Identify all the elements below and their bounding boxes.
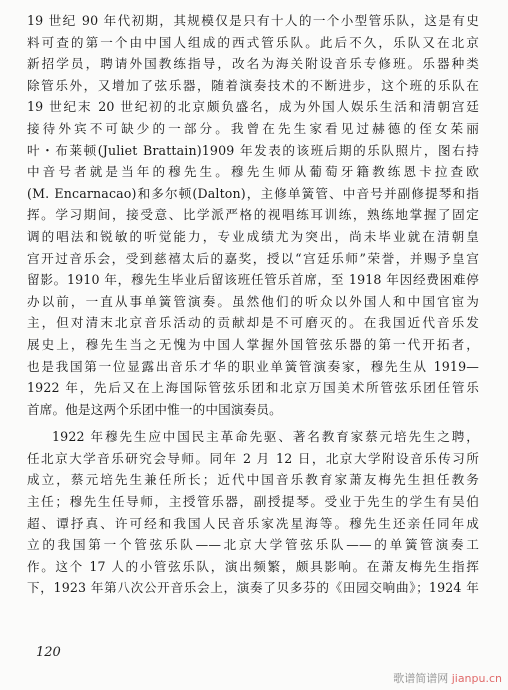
paragraph-1 bbox=[27, 10, 479, 420]
text-line: 作。这个 17 人的小管弦乐队，演出频繁，颇具影响。在萧友梅先生指挥 bbox=[27, 558, 479, 574]
text-line: 超、谭抒真、许可经和我国人民音乐家冼星海等。穆先生还亲任同年成 bbox=[27, 515, 479, 531]
paragraph-2 bbox=[27, 426, 479, 599]
text-line: 任北京大学音乐研究会导师。同年 2 月 12 日，北京大学附设音乐传习所 bbox=[27, 450, 479, 466]
text-line: 19 世纪 90 年代初期，其规模仅是只有十人的一个小型管乐队，这是有史 bbox=[27, 13, 479, 28]
site-watermark bbox=[393, 670, 502, 686]
text-line: 新招学员，聘请外国教练指导，改名为海关附设音乐专修班。乐器种类 bbox=[27, 56, 479, 72]
text-line: (M. Encarnacao)和多尔顿(Dalton)，主修单簧管、中音号并副修提琴和指 bbox=[27, 185, 479, 201]
text-line: 主任；穆先生任导师，主授管乐器，副授提琴。受业于先生的学生有吴伯 bbox=[27, 494, 479, 510]
watermark-url: jianpu.cn bbox=[451, 672, 502, 685]
text-line: 办以前，一直从事单簧管演奏。虽然他们的听众以外国人和中国官宦为 bbox=[27, 293, 479, 309]
page-number: 120 bbox=[36, 645, 61, 660]
text-line: 也是我国第一位显露出音乐才华的职业单簧管演奏家，穆先生从 1919— bbox=[27, 358, 479, 374]
text-line: 展史上，穆先生当之无愧为中国人掌握外国管弦乐器的第一代开拓者， bbox=[27, 336, 479, 352]
text-line: 留影。1910 年，穆先生毕业后留该班任管乐首席，至 1918 年因经费困难停 bbox=[27, 272, 479, 288]
text-line: 除管乐外，又增加了弦乐器，随着演奏技术的不断进步，这个班的乐队在 bbox=[27, 77, 479, 93]
text-line: 接待外宾不可缺少的一部分。我曾在先生家看见过赫德的侄女茱丽 bbox=[27, 120, 479, 136]
text-line: 下，1923 年第八次公开音乐会上，演奏了贝多芬的《田园交响曲》；1924 年 bbox=[27, 580, 479, 596]
text-line: 1922 年，先后又在上海国际管弦乐团和北京万国美术所管弦乐团任管乐 bbox=[27, 380, 479, 396]
text-line: 1922 年穆先生应中国民主革命先驱、著名教育家蔡元培先生之聘， bbox=[52, 429, 479, 445]
text-line: 立的我国第一个管弦乐队——北京大学管弦乐队——的单簧管演奏工 bbox=[27, 537, 479, 553]
text-line: 调的唱法和锐敏的听觉能力，专业成绩尤为突出，尚未毕业就在清朝皇 bbox=[27, 228, 479, 244]
text-line: 首席。他是这两个乐团中惟一的中国演奏员。 bbox=[27, 401, 282, 417]
text-line: 料可查的第一个由中国人组成的西式管乐队。此后不久，乐队又在北京 bbox=[27, 34, 479, 50]
text-line: 19 世纪末 20 世纪初的北京颇负盛名，成为外国人娱乐生活和清朝宫廷 bbox=[27, 99, 479, 115]
text-line: 挥。学习期间，接受意、比学派严格的视唱练耳训练，熟练地掌握了固定 bbox=[27, 207, 479, 223]
text-line: 主，但对清末北京音乐活动的贡献却是不可磨灭的。在我国近代音乐发 bbox=[27, 315, 479, 331]
watermark-site-name: 歌谱简谱网 bbox=[393, 672, 449, 685]
text-line: 成立，蔡元培先生兼任所长；近代中国音乐教育家萧友梅先生担任教务 bbox=[27, 472, 479, 488]
text-line: 中音号者就是当年的穆先生。穆先生师从葡萄牙籍教练恩卡拉查欧 bbox=[27, 164, 479, 180]
text-line: 叶・布莱顿(Juliet Brattain)1909 年发表的该班后期的乐队照片，图右持 bbox=[27, 142, 479, 158]
body-text bbox=[27, 10, 479, 599]
text-line: 宫开过音乐会，受到慈禧太后的嘉奖，授以“宫廷乐师”荣誉，并赐予皇宫 bbox=[27, 250, 479, 266]
